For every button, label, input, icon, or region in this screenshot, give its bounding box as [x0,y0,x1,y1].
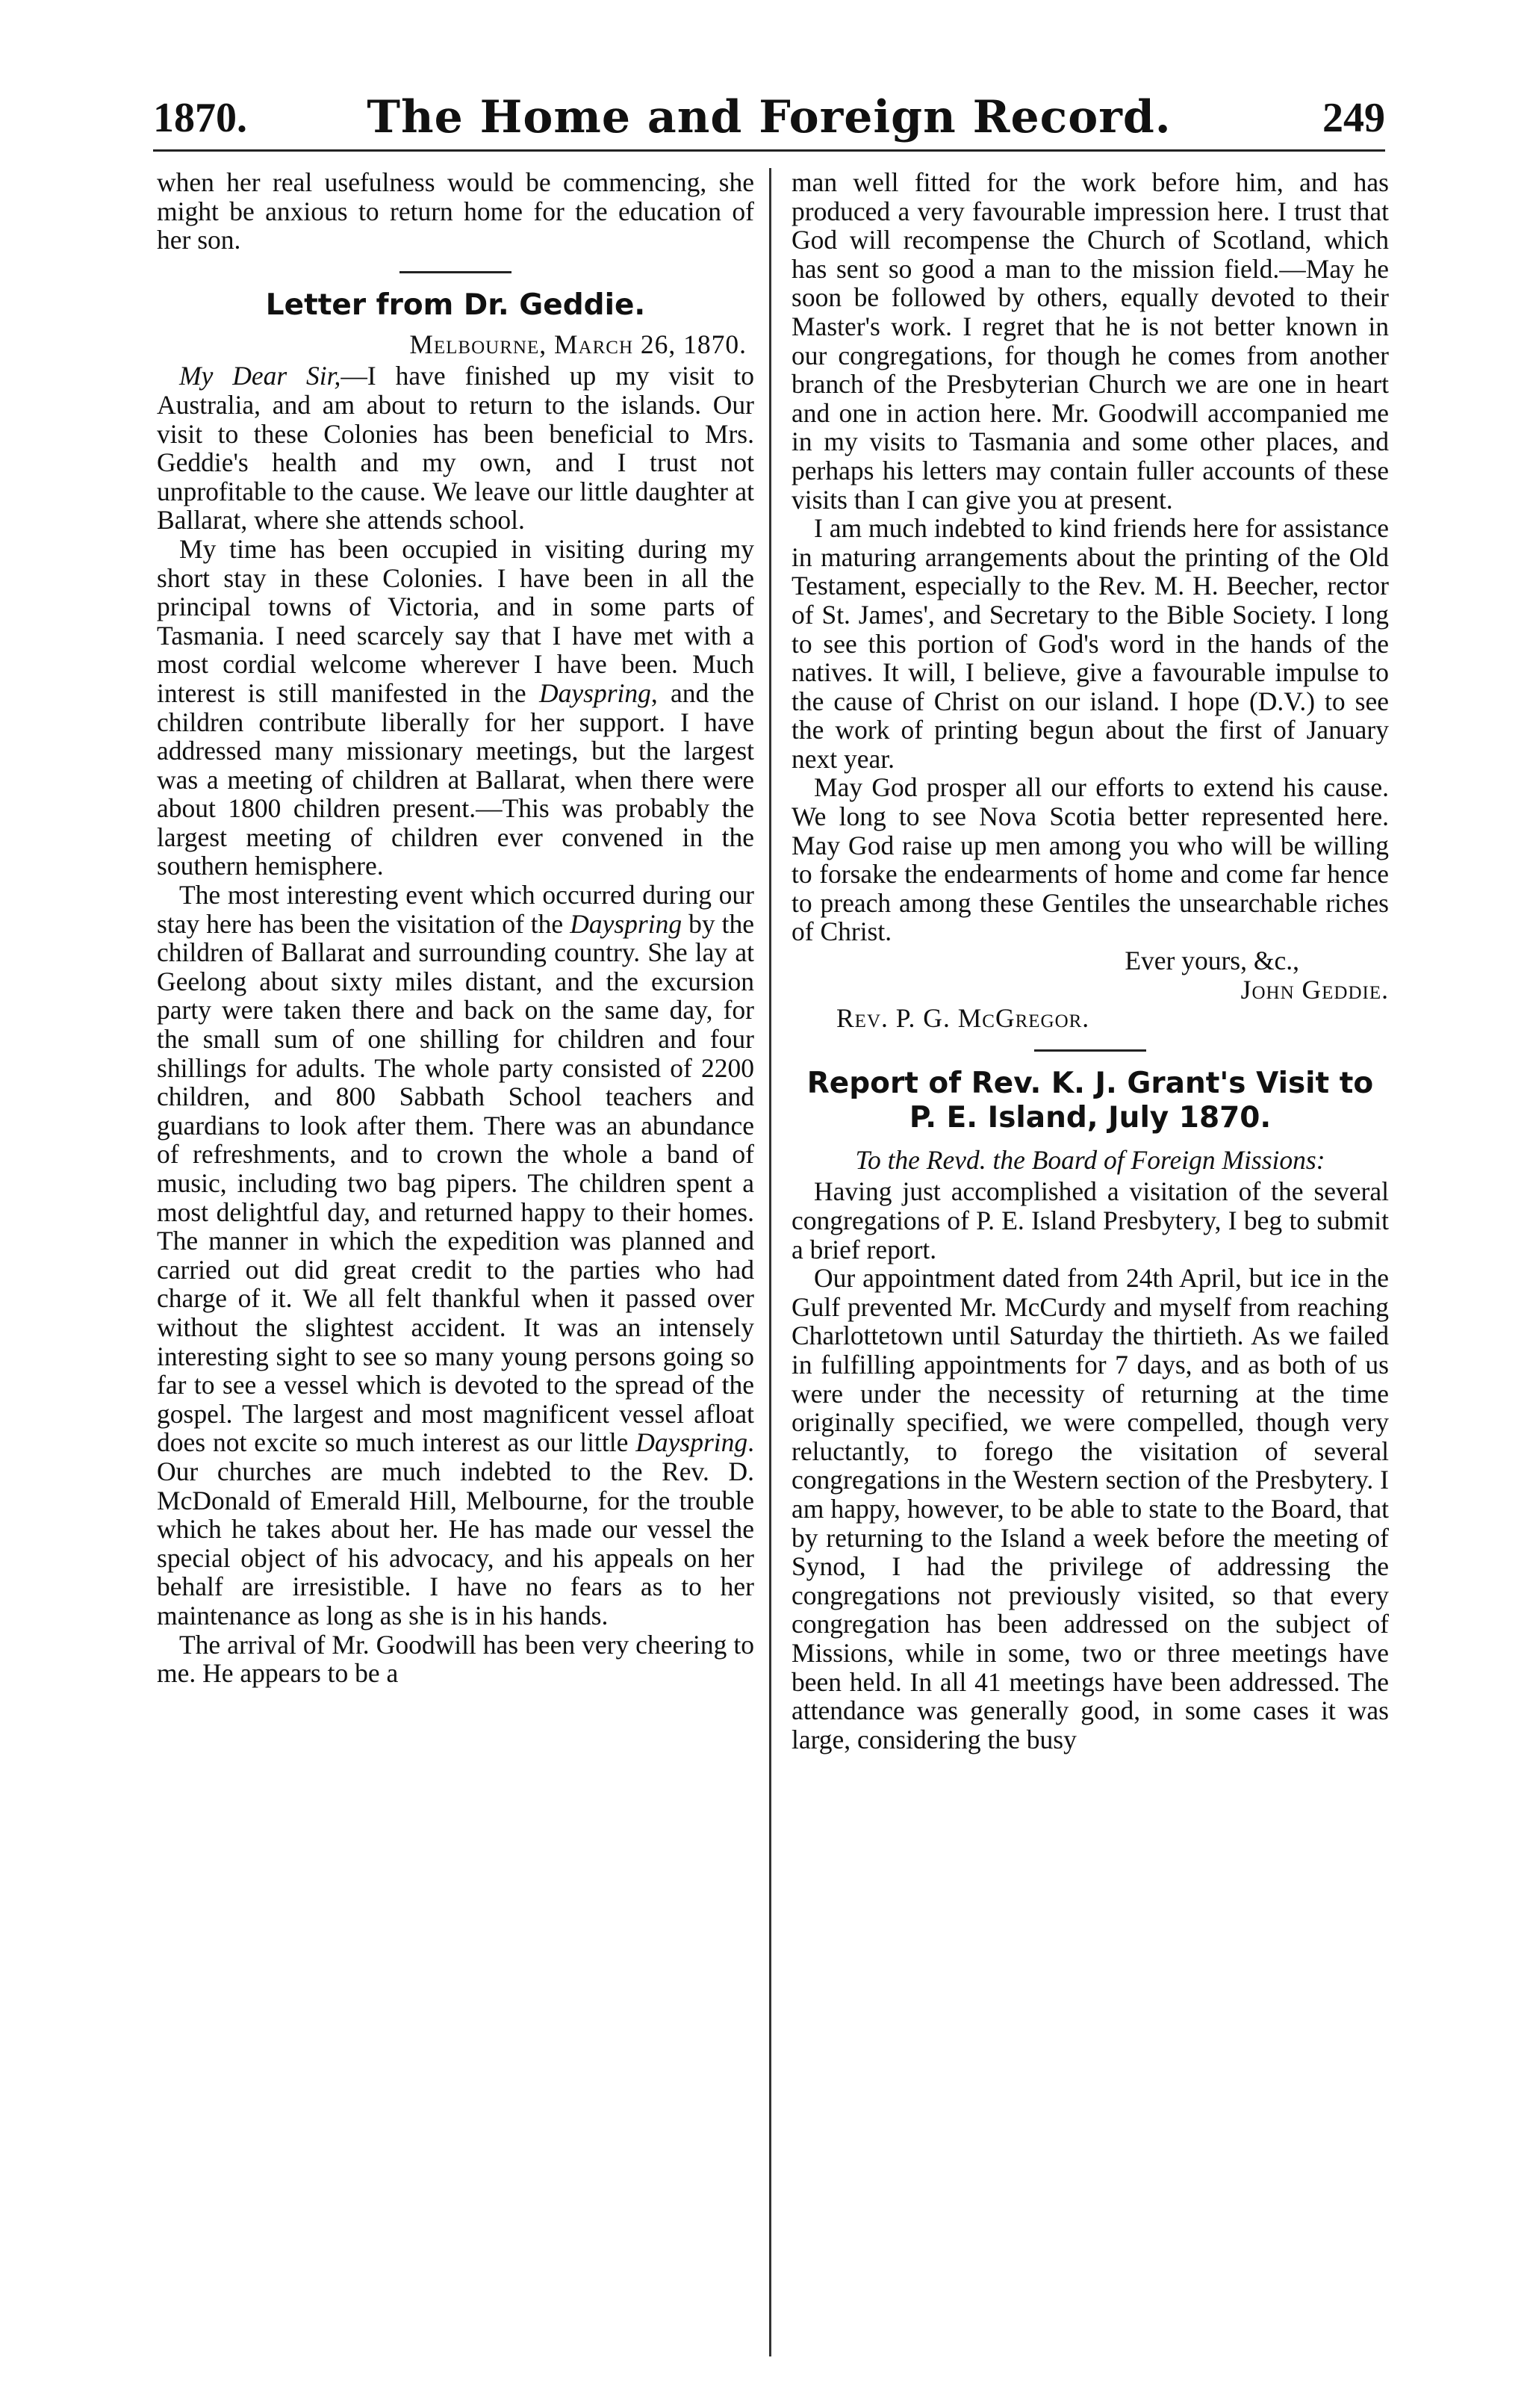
ship-name: Dayspring [538,677,651,708]
text-run: The most interesting event which occurred during our stay here has been the visitation of the [157,880,754,939]
report-paragraph-1: Having just accomplished a visitation of the several congregations of P. E. Island Presbytery, I beg to submit a brief report. [792,1176,1389,1264]
text-run: . Our churches are much indebted to the Rev. D. McDonald of Emerald Hill, Melbourne, for the trouble which he takes about her. He has made our vessel the special object of his advocacy, and his appeals on her behalf are irresistible. I have no fears as to her maintenance as long as she is in his hands. [157,1427,754,1630]
right-column [792,168,1389,2364]
letter-paragraph-4: The arrival of Mr. Goodwill has been very cheering to me. He appears to be a [157,1629,754,1689]
journal-title: The Home and Foreign Record. [367,91,1172,143]
header-year: 1870. [153,95,247,141]
report-addressee: To the Revd. the Board of Foreign Missions: [855,1144,1325,1175]
letter-heading: Letter from Dr. Geddie. [265,288,646,322]
section-divider [1034,1049,1146,1052]
salutation: My Dear Sir, [179,361,341,391]
letter-paragraph-1 [157,361,754,535]
letter-paragraph-4-continued: man well fitted for the work before him, and has produced a very favourable impression here. I trust that God will recompense the Church of Scotland, which has sent so good a man to the mission field.—May he soon be followed by others, equally devoted to their Master's work. I regret that he is not better known in our congregations, for though he comes from another branch of the Presbyterian Church we are one in heart and one in action here. Mr. Goodwill accompanied me in my visits to Tasmania and some other places, and perhaps his letters may contain fuller accounts of these visits than I can give you at present. [792,168,1389,515]
addressee: Rev. P. G. McGregor. [836,1003,1090,1034]
text-run: by the children of Ballarat and surrounding country. She lay at Geelong about sixty miles distant, and the excursion party were taken there and back on the same day, for the small sum of one shilling for children and four shillings for adults. The whole party consisted of 2200 children, and 800 Sabbath School teachers and guardians to look after them. There was an abundance of refreshments, and to crown the whole a band of music, including two bag pipers. The children spent a most delightful day, and returned happy to their homes. The manner in which the expedition was planned and carried out did great credit to the parties who had charge of it. We all felt thankful when it passed over without the slightest accident. It was an intensely interesting sight to see so many young persons going so far to see a vessel which is devoted to the spread of the gospel. The largest and most magnificent vessel afloat does not excite so much interest as our little [157,908,754,1458]
column-rule [769,168,771,2356]
closing: Ever yours, &c., [1125,946,1299,976]
text-run: , and the children contribute liberally for her support. I have addressed many missionary meetings, but the largest was a meeting of children at Ballarat, when there were about 1800 children present.—This was probably the largest meeting of children ever convened in the southern hemisphere. [157,677,754,881]
letter-paragraph-6: May God prosper all our efforts to extend his cause. We long to see Nova Scotia better represented here. May God raise up men among you who will be willing to forsake the endearments of home and come far hence to preach among these Gentiles the unsearchable riches of Christ. [792,772,1389,947]
letter-paragraph-1-text: —I have finished up my visit to Australia, and am about to return to the islands. Our visit to these Colonies has been beneficial to Mrs. Geddie's health and my own, and I trust not unprofitable to the cause. We leave our little daughter at Ballarat, where she attends school. [157,361,754,536]
section-divider [399,271,511,273]
continued-paragraph: when her real usefulness would be commencing, she might be anxious to return home for the education of her son. [157,168,754,255]
ship-name: Dayspring [635,1427,748,1458]
signature [792,975,1389,1005]
report-heading: Report of Rev. K. J. Grant's Visit to P. E. Island, July 1870. [806,1066,1374,1135]
left-column [157,168,754,2364]
letter-paragraph-5: I am much indebted to kind friends here for assistance in maturing arrangements about the printing of the Old Testament, especially to the Rev. M. H. Beecher, rector of St. James', and Secretary to the Bible Society. I long to see this portion of God's word in the hands of the natives. It will, I believe, give a favourable impulse to the cause of Christ on our island. I hope (D.V.) to see the work of printing begun about the first of January next year. [792,513,1389,774]
running-header [153,88,1385,155]
letter-dateline: Melbourne, March 26, 1870. [409,329,747,359]
header-rule [153,149,1385,152]
ship-name: Dayspring [570,908,682,939]
page-number: 249 [1322,95,1385,141]
letter-paragraph-3 [157,881,754,1630]
signature-name: John Geddie. [1240,974,1389,1005]
letter-paragraph-2 [157,535,754,881]
report-paragraph-2: Our appointment dated from 24th April, but ice in the Gulf prevented Mr. McCurdy and myself from reaching Charlottetown until Saturday the thirtieth. As we failed in fulfilling appointments for 7 days, and as both of us were under the necessity of returning at the time originally specified, we were compelled, though very reluctantly, to forego the visitation of several congregations in the Western section of the Presbytery. I am happy, however, to be able to state to the Board, that by returning to the Island a week before the meeting of Synod, I had the privilege of addressing the congregations not previously visited, so that every congregation has been addressed on the subject of Missions, while in some, two or three meetings have been held. In all 41 meetings have been addressed. The attendance was generally good, in some cases it was large, considering the busy [792,1263,1389,1754]
text-run: My time has been occupied in visiting during my short stay in these Colonies. I have been in all the principal towns of Victoria, and in some parts of Tasmania. I need scarcely say that I have met with a most cordial welcome wherever I have been. Much interest is still manifested in the [157,533,754,708]
